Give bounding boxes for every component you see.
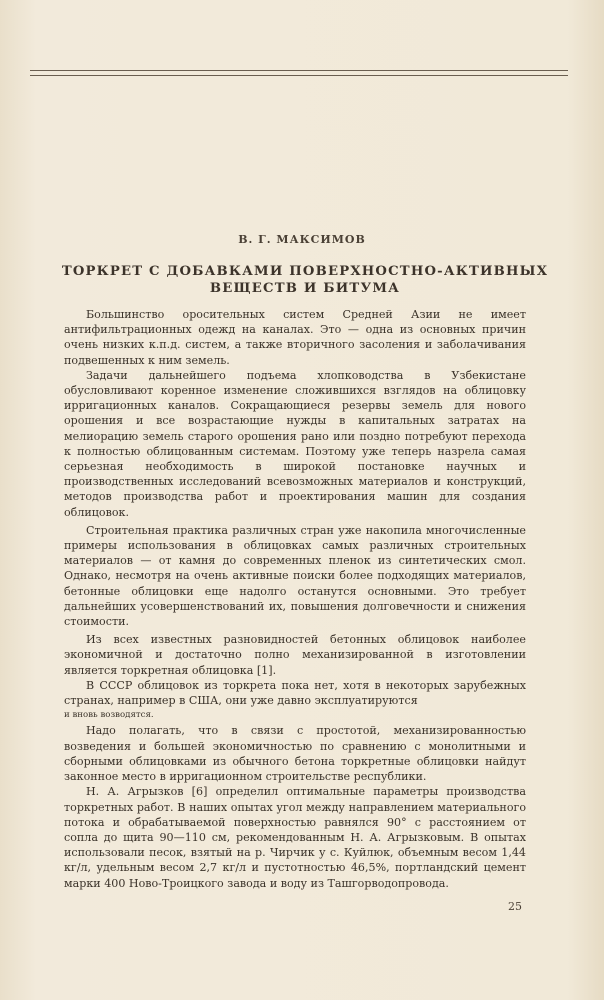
paragraph: Строительная практика различных стран уже накопила многочисленные примеры использования в облицовках самых различных строительных материалов — от камня до современных пленок из синтетических смол. Однако, несмотря на очень активные поиски более подходящих материалов, бетонные облицовки еще надолго останутся основными. Это требует дальнейших усовершенствований их, повышения долговечности и снижения стоимости. (64, 523, 526, 629)
article-title (40, 263, 570, 297)
paragraph: Н. А. Агрызков [6] определил оптимальные параметры производства торкретных работ. В наших опытах угол между направлением материального потока и обрабатываемой поверхностью равнялся 90° с расстоянием от сопла до щита 90—110 см, рекомендованным Н. А. Агрызковым. В опытах использовали песок, взятый на р. Чирчик у с. Куйлюк, объемным весом 1,44 кг/л, удельным весом 2,7 кг/л и пустотностью 46,5%, портландский цемент марки 400 Ново-Троицкого завода и воду из Ташгорводопровода. (64, 785, 526, 890)
page-number: 25 (508, 900, 522, 913)
title-line: ТОРКРЕТ С ДОБАВКАМИ ПОВЕРХНОСТНО-АКТИВНЫХ (61, 264, 549, 279)
header-rule-double (30, 75, 568, 76)
header-rule (30, 70, 568, 71)
title-line: ВЕЩЕСТВ И БИТУМА (209, 281, 401, 296)
paragraph: Надо полагать, что в связи с простотой, механизированностью возведения и большей экономичностью по сравнению с монолитными и сборными облицовками из обычного бетона торкретные облицовки найдут законное место в ирригационном строительстве республики. (64, 724, 526, 784)
paragraph: Задачи дальнейшего подъема хлопководства в Узбекистане обусловливают коренное изменение сложившихся взглядов на облицовку ирригационных каналов. Сокращающиеся резервы земель для нового орошения и все возрастающие нужды в капитальных затратах на мелиорацию земель старого орошения рано или поздно потребуют перехода к полностью облицованным системам. Поэтому уже теперь назрела самая серьезная необходимость в широкой постановке научных и производственных исследований всевозможных материалов и конструкций, методов производства работ и проектирования машин для создания облицовок. (64, 368, 526, 519)
article-body (64, 307, 526, 891)
paragraph: Из всех известных разновидностей бетонных облицовок наиболее экономичной и достаточно полно механизированной в изготовлении является торкретная облицовка [1]. (64, 633, 526, 677)
paragraph: Большинство оросительных систем Средней Азии не имеет антифильтрационных одежд на каналах. Это — одна из основных причин очень низких к.п.д. систем, а также вторичного засоления и заболачивания подвешенных к ним земель. (64, 308, 526, 367)
author-name: В. Г. МАКСИМОВ (238, 233, 366, 246)
paragraph-continuation: и вновь возводятся. (64, 710, 154, 721)
paragraph: В СССР облицовок из торкрета пока нет, хотя в некоторых зарубежных странах, например в США, они уже давно эксплуатируются (64, 678, 526, 708)
